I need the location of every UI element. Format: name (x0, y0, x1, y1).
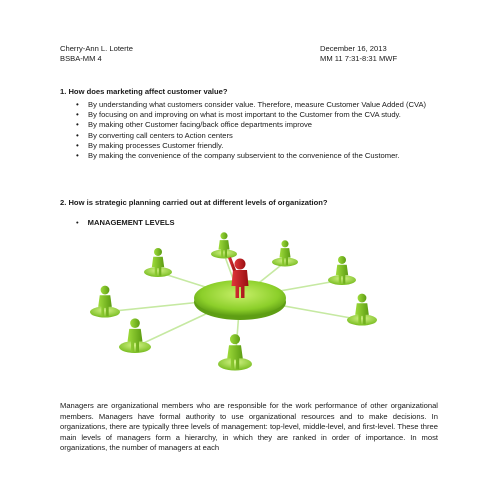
bullet-item: • By focusing on and improving on what is most important to the Customer from the CVA study. (76, 110, 438, 120)
question-1: 1. How does marketing affect customer value? (60, 87, 228, 96)
management-paragraph: Managers are organizational members who are responsible for the work performance of other organizational members. Managers have formal authority to use organizational resources and to make decisions. In organizations, there are typically three levels of management: top-level, middle-level, and first-level. These three main levels of managers form a hierarchy, in which they are ranked in order of importance. In most organizations, the number of managers at each (60, 401, 438, 453)
bullet-item: • By converting call centers to Action centers (76, 131, 438, 141)
student-name: Cherry-Ann L. Loterte (60, 44, 134, 53)
bullet-item: • By making the convenience of the company subservient to the convenience of the Customer. (76, 151, 438, 161)
answer-bullet-list (76, 100, 438, 161)
header-left (60, 44, 133, 64)
class-schedule: MM 11 7:31-8:31 MWF (320, 54, 398, 63)
management-levels-heading: • MANAGEMENT LEVELS (76, 218, 175, 227)
question-2: 2. How is strategic planning carried out at different levels of organization? (60, 198, 328, 207)
bullet-item: • By making processes Customer friendly. (76, 141, 438, 151)
network-svg (50, 232, 430, 392)
document-date: December 16, 2013 (320, 44, 387, 53)
bullet-item: • By understanding what customers consider value. Therefore, measure Customer Value Added (CVA) (76, 100, 438, 110)
course-code: BSBA-MM 4 (60, 54, 102, 63)
bullet-item: • By making other Customer facing/back office departments improve (76, 120, 438, 130)
management-network-illustration (50, 232, 430, 392)
header-right (320, 44, 397, 64)
